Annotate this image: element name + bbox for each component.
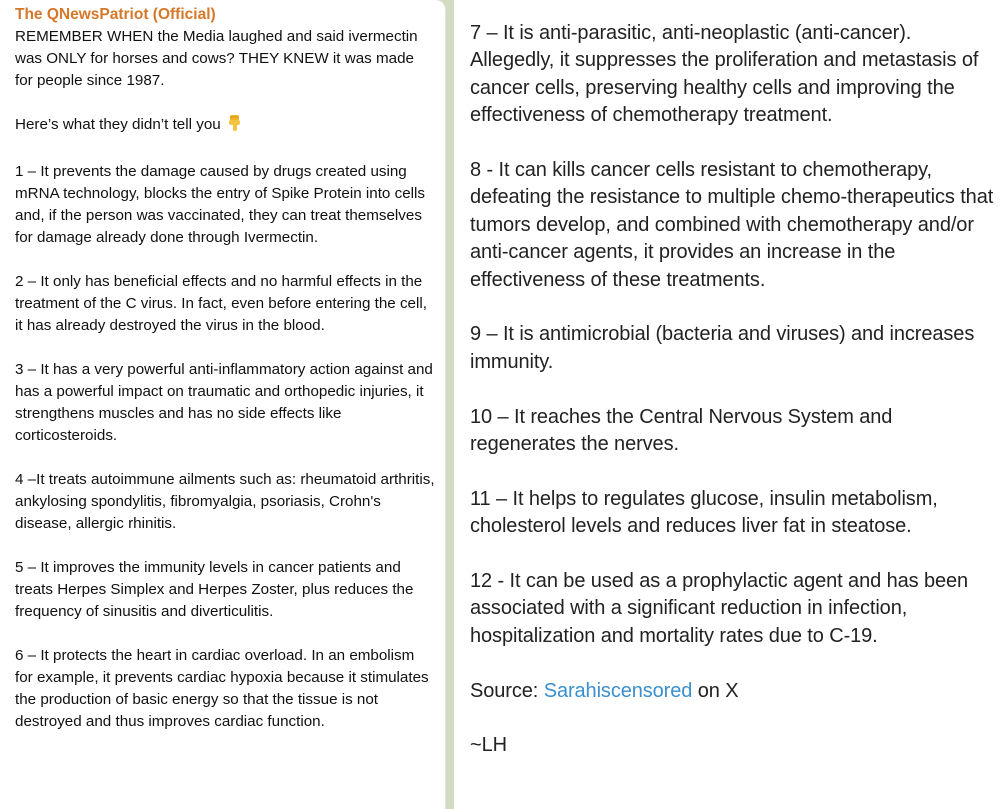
- list-item: 10 – It reaches the Central Nervous System and regenerates the nerves.: [470, 405, 893, 456]
- list-item: 5 – It improves the immunity levels in cancer patients and treats Herpes Simplex and Herpes Zoster, plus reduces the frequency of sinusitis and diverticulitis.: [15, 559, 414, 620]
- list-item: 4 –It treats autoimmune ailments such as: rheumatoid arthritis, ankylosing spondylitis, fibromyalgia, psoriasis, Crohn's disease, allergic rhinitis.: [15, 471, 435, 532]
- list-item: 12 - It can be used as a prophylactic agent and has been associated with a significant reduction in infection, hospitalization and mortality rates due to C-19.: [470, 570, 969, 647]
- list-item: 9 – It is antimicrobial (bacteria and viruses) and increases immunity.: [470, 323, 975, 373]
- source-line: [470, 678, 996, 705]
- list-item: 1 – It prevents the damage caused by drugs created using mRNA technology, blocks the entry of Spike Protein into cells and, if the person was vaccinated, they can treat themselves for damage already done through Ivermectin.: [15, 163, 425, 246]
- message-intro: REMEMBER WHEN the Media laughed and said ivermectin was ONLY for horses and cows? THEY KNEW it was made for people since 1987.: [15, 28, 418, 89]
- message-lead: [15, 114, 435, 139]
- source-label: Source:: [470, 679, 539, 702]
- message-bubble-left: [0, 0, 446, 809]
- sender-name[interactable]: The QNewsPatriot (Official): [15, 6, 216, 23]
- list-item: 8 - It can kills cancer cells resistant to chemotherapy, defeating the resistance to multiple chemo-therapeutics that tumors develop, and combined with chemotherapy and/or anti-cancer agents, it provides an increase in the effectiveness of these treatments.: [470, 159, 994, 291]
- pointing-down-hand-icon: [227, 114, 243, 139]
- message-bubble-right: [454, 0, 1006, 809]
- source-link[interactable]: Sarahiscensored: [543, 679, 693, 702]
- message-lead-text: Here’s what they didn’t tell you: [15, 116, 221, 133]
- signature: ~LH: [470, 734, 507, 757]
- source-suffix: on X: [697, 679, 739, 702]
- list-item: 6 – It protects the heart in cardiac overload. In an embolism for example, it prevents cardiac hypoxia because it stimulates the production of basic energy so that the tissue is not destroyed and thus improves cardiac function.: [15, 647, 429, 730]
- list-item: 11 – It helps to regulates glucose, insulin metabolism, cholesterol levels and reduces liver fat in steatose.: [470, 487, 938, 538]
- list-item: 3 – It has a very powerful anti-inflammatory action against and has a powerful impact on traumatic and orthopedic injuries, it strengthens muscles and has no side effects like corticosteroids.: [15, 361, 433, 444]
- list-item: 2 – It only has beneficial effects and no harmful effects in the treatment of the C virus. In fact, even before entering the cell, it has already destroyed the virus in the blood.: [15, 273, 427, 334]
- list-item: 7 – It is anti-parasitic, anti-neoplastic (anti-cancer). Allegedly, it suppresses the proliferation and metastasis of cancer cells, preserving healthy cells and improving the effectiveness of chemotherapy treatment.: [470, 22, 979, 127]
